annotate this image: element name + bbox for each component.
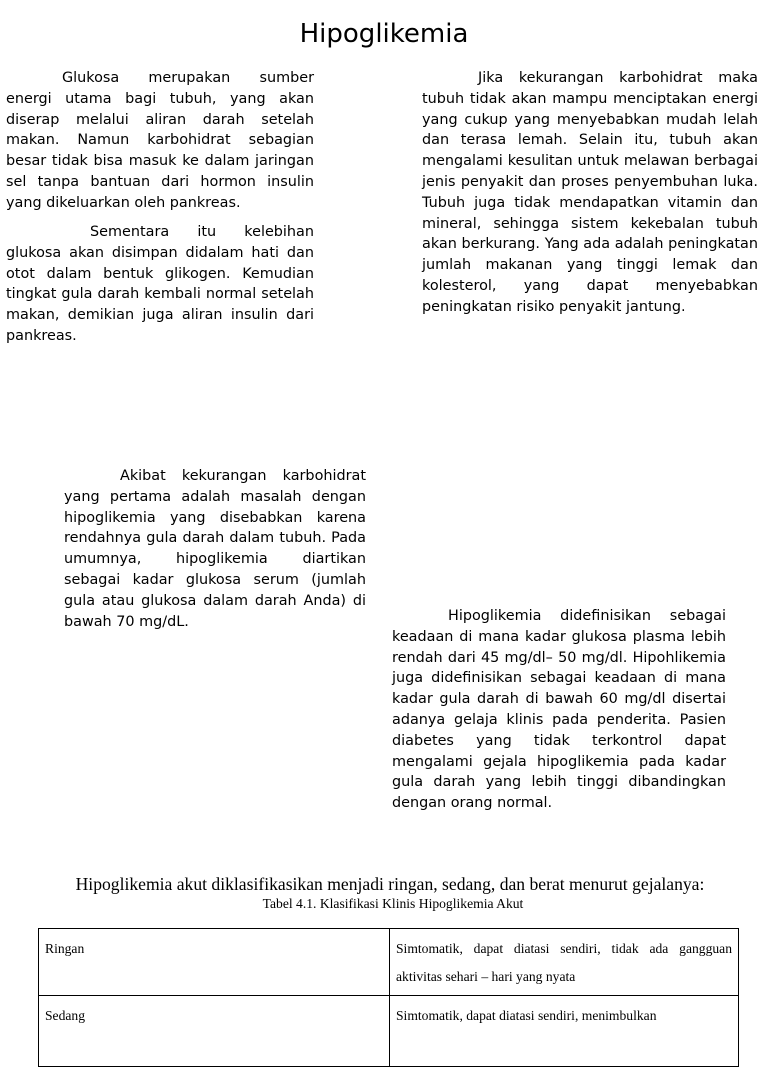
table-intro-text: Hipoglikemia akut diklasifikasikan menjadi ringan, sedang, dan berat menurut gejalanya:: [75, 874, 705, 894]
table-cell-level: Ringan: [39, 929, 390, 996]
classification-table: [38, 928, 739, 1067]
paragraph-akibat-hipoglikemia: Akibat kekurangan karbohidrat yang pertama adalah masalah dengan hipoglikemia yang disebabkan karena rendahnya gula darah dalam tubuh. Pada umumnya, hipoglikemia diartikan sebagai kadar glukosa serum (jumlah gula atau glukosa dalam darah Anda) di bawah 70 mg/dL.: [64, 468, 366, 630]
paragraph-definisi-hipoglikemia: Hipoglikemia didefinisikan sebagai keadaan di mana kadar glukosa plasma lebih rendah dari 45 mg/dl– 50 mg/dl. Hipohlikemia juga didefinisikan sebagai keadaan di mana kadar gula darah di bawah 60 mg/dl disertai adanya gelaja klinis pada penderita. Pasien diabetes yang tidak terkontrol dapat mengalami gejala hipoglikemia pada kadar gula darah yang lebih tinggi dibandingkan dengan orang normal.: [392, 608, 726, 812]
paragraph-kelebihan-glukosa: Sementara itu kelebihan glukosa akan disimpan didalam hati dan otot dalam bentuk glikogen. Kemudian tingkat gula darah kembali normal setelah makan, demikian juga aliran insulin dari pankreas.: [6, 224, 314, 344]
paragraph-kekurangan-karbohidrat: Jika kekurangan karbohidrat maka tubuh tidak akan mampu menciptakan energi yang cukup yang menyebabkan mudah lelah dan terasa lemah. Selain itu, tubuh akan mengalami kesulitan untuk melawan berbagai jenis penyakit dan proses penyembuhan luka. Tubuh juga tidak mendapatkan vitamin dan mineral, sehingga sistem kekebalan tubuh akan berkurang. Yang ada adalah peningkatan jumlah makanan yang tinggi lemak dan kolesterol, yang dapat menyebabkan peningkatan risiko penyakit jantung.: [422, 70, 758, 315]
table-row: [39, 929, 739, 996]
table-cell-description: Simtomatik, dapat diatasi sendiri, tidak ada gangguan aktivitas sehari – hari yang nyata: [390, 929, 739, 996]
table-row: [39, 996, 739, 1067]
table-cell-description: Simtomatik, dapat diatasi sendiri, menimbulkan: [390, 996, 739, 1067]
table-caption: Tabel 4.1. Klasifikasi Klinis Hipoglikemia Akut: [262, 896, 524, 911]
table-cell-level: Sedang: [39, 996, 390, 1067]
paragraph-glukosa-energi: Glukosa merupakan sumber energi utama bagi tubuh, yang akan diserap melalui aliran darah setelah makan. Namun karbohidrat sebagian besar tidak bisa masuk ke dalam jaringan sel tanpa bantuan dari hormon insulin yang dikeluarkan oleh pankreas.: [6, 70, 314, 211]
document-title: Hipoglikemia: [299, 19, 469, 49]
